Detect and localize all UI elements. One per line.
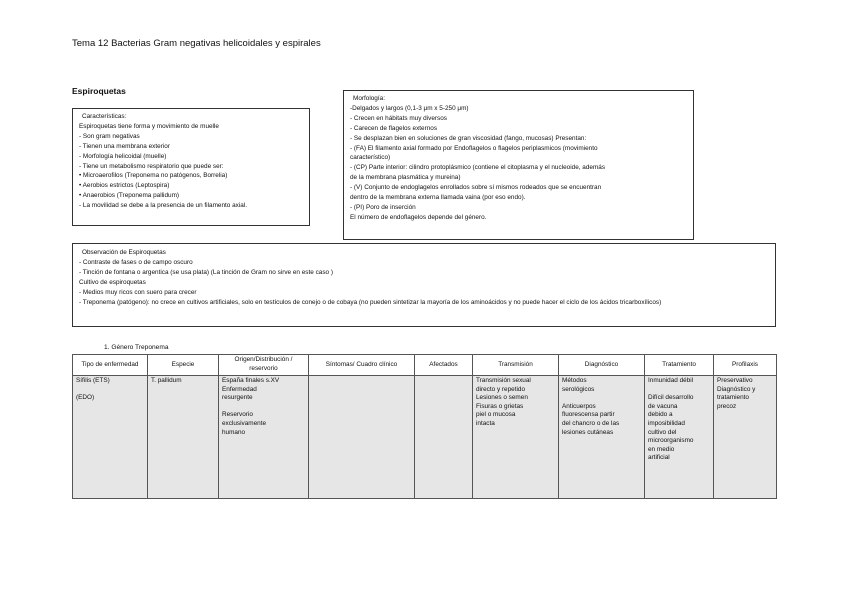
morfologia-line: El número de endoflagelos depende del género. (350, 213, 487, 221)
observacion-box (72, 243, 776, 327)
caracteristicas-line: - Son gram negativas (79, 132, 140, 140)
observacion-line: - Tinción de fontana o argentica (se usa plata) (La tinción de Gram no sirve en este caso ) (79, 268, 333, 276)
cell-sintomas (309, 376, 415, 499)
caracteristicas-line: - Morfología helicoidal (muelle) (79, 152, 167, 160)
cell-tipo: Sífilis (ETS) (EDO) (73, 376, 148, 499)
header-cell: Diagnóstico (559, 355, 645, 376)
cell-origen: España finales s.XV Enfermedad resurgente Reservorio exclusivamente humano (219, 376, 309, 499)
cell-afectados (415, 376, 473, 499)
header-cell: Tratamiento (645, 355, 714, 376)
caracteristicas-line: • Microaerofilos (Treponema no patógenos, Borrelia) (79, 172, 228, 180)
morfologia-line: - Crecen en hábitats muy diversos (350, 114, 447, 122)
cell-transmision: Transmisión sexual directo y repetido Lesiones o semen Fisuras o grietas piel o mucosa intacta (473, 376, 559, 499)
caracteristicas-line: - Tiene un metabolismo respiratorio que puede ser: (79, 162, 224, 170)
header-cell: Síntomas/ Cuadro clínico (309, 355, 415, 376)
observacion-line: - Treponema (patógeno): no crece en cultivos artificiales, solo en testículos de conejo o de cobaya (no pueden sintetizar la mayoría de los aminoácidos y no puede hacer el ciclo de los ácidos tricarboxílicos) (79, 298, 662, 306)
caracteristicas-box (72, 108, 310, 226)
observacion-line: - Contraste de fases o de campo oscuro (79, 258, 193, 266)
header-cell: Transmisión (473, 355, 559, 376)
morfologia-line: de la membrana plasmática y mureina) (350, 174, 461, 182)
treponema-table (72, 354, 777, 499)
header-cell: Tipo de enfermedad (73, 355, 148, 376)
observacion-line: - Medios muy ricos con suero para crecer (79, 288, 197, 296)
cell-profilaxis: Preservativo Diagnóstico y tratamiento precoz (714, 376, 777, 499)
cultivo-heading: Cultivo de espiroquetas (79, 278, 146, 286)
caracteristicas-line: - La movilidad se debe a la presencia de un filamento axial. (79, 202, 248, 210)
header-cell: Origen/Distribución / reservorio (219, 355, 309, 376)
morfologia-line: - (CP) Parte interior: cilindro protoplásmico (contiene el citoplasma y el nucleoide, además (350, 164, 606, 172)
caracteristicas-line: • Anaerobios (Treponema pallidum) (79, 192, 180, 200)
morfologia-line: - (FA) El filamento axial formado por Endoflagelos o flagelos periplasmicos (movimiento (350, 144, 598, 152)
observacion-heading: Observación de Espiroquetas (82, 249, 166, 256)
table-header-row (73, 355, 777, 376)
header-cell: Profilaxis (714, 355, 777, 376)
section-title: Espiroquetas (72, 86, 126, 96)
morfologia-line: - Se desplazan bien en soluciones de gran viscosidad (fango, mucosas) Presentan: (350, 134, 587, 142)
caracteristicas-heading: Características: (82, 113, 127, 120)
morfologia-line: - Carecen de flagelos externos (350, 124, 438, 132)
document-title: Tema 12 Bacterias Gram negativas helicoidales y espirales (72, 38, 321, 49)
cell-diagnostico: Métodos serológicos Anticuerpos fluorescensa partir del chancro o de las lesiones cutáneas (559, 376, 645, 499)
table-row (73, 376, 777, 499)
caracteristicas-line: Espiroquetas tiene forma y movimiento de muelle (79, 122, 219, 130)
morfologia-heading: Morfología: (353, 95, 385, 102)
morfologia-box (343, 90, 694, 240)
morfologia-line: - (PI) Poro de inserción (350, 203, 416, 211)
cell-tratamiento: Inmunidad débil Difícil desarrollo de vacuna debido a imposibilidad cultivo del microorganismo en medio artificial (645, 376, 714, 499)
caracteristicas-line: - Tienen una membrana exterior (79, 142, 170, 150)
morfologia-line: -Delgados y largos (0,1-3 μm x 5-250 μm) (350, 104, 469, 112)
header-cell: Afectados (415, 355, 473, 376)
morfologia-line: - (V) Conjunto de endoglagelos enrollados sobre sí mismos rodeados que se encuentran (350, 184, 602, 192)
genus-header: 1. Género Treponema (104, 344, 169, 351)
caracteristicas-line: • Aerobios estrictos (Leptospira) (79, 182, 170, 190)
cell-especie: T. pallidum (148, 376, 219, 499)
morfologia-line: dentro de la membrana externa llamada vaina (por eso endo). (350, 194, 526, 202)
header-cell: Especie (148, 355, 219, 376)
morfologia-line: característico) (350, 154, 391, 162)
